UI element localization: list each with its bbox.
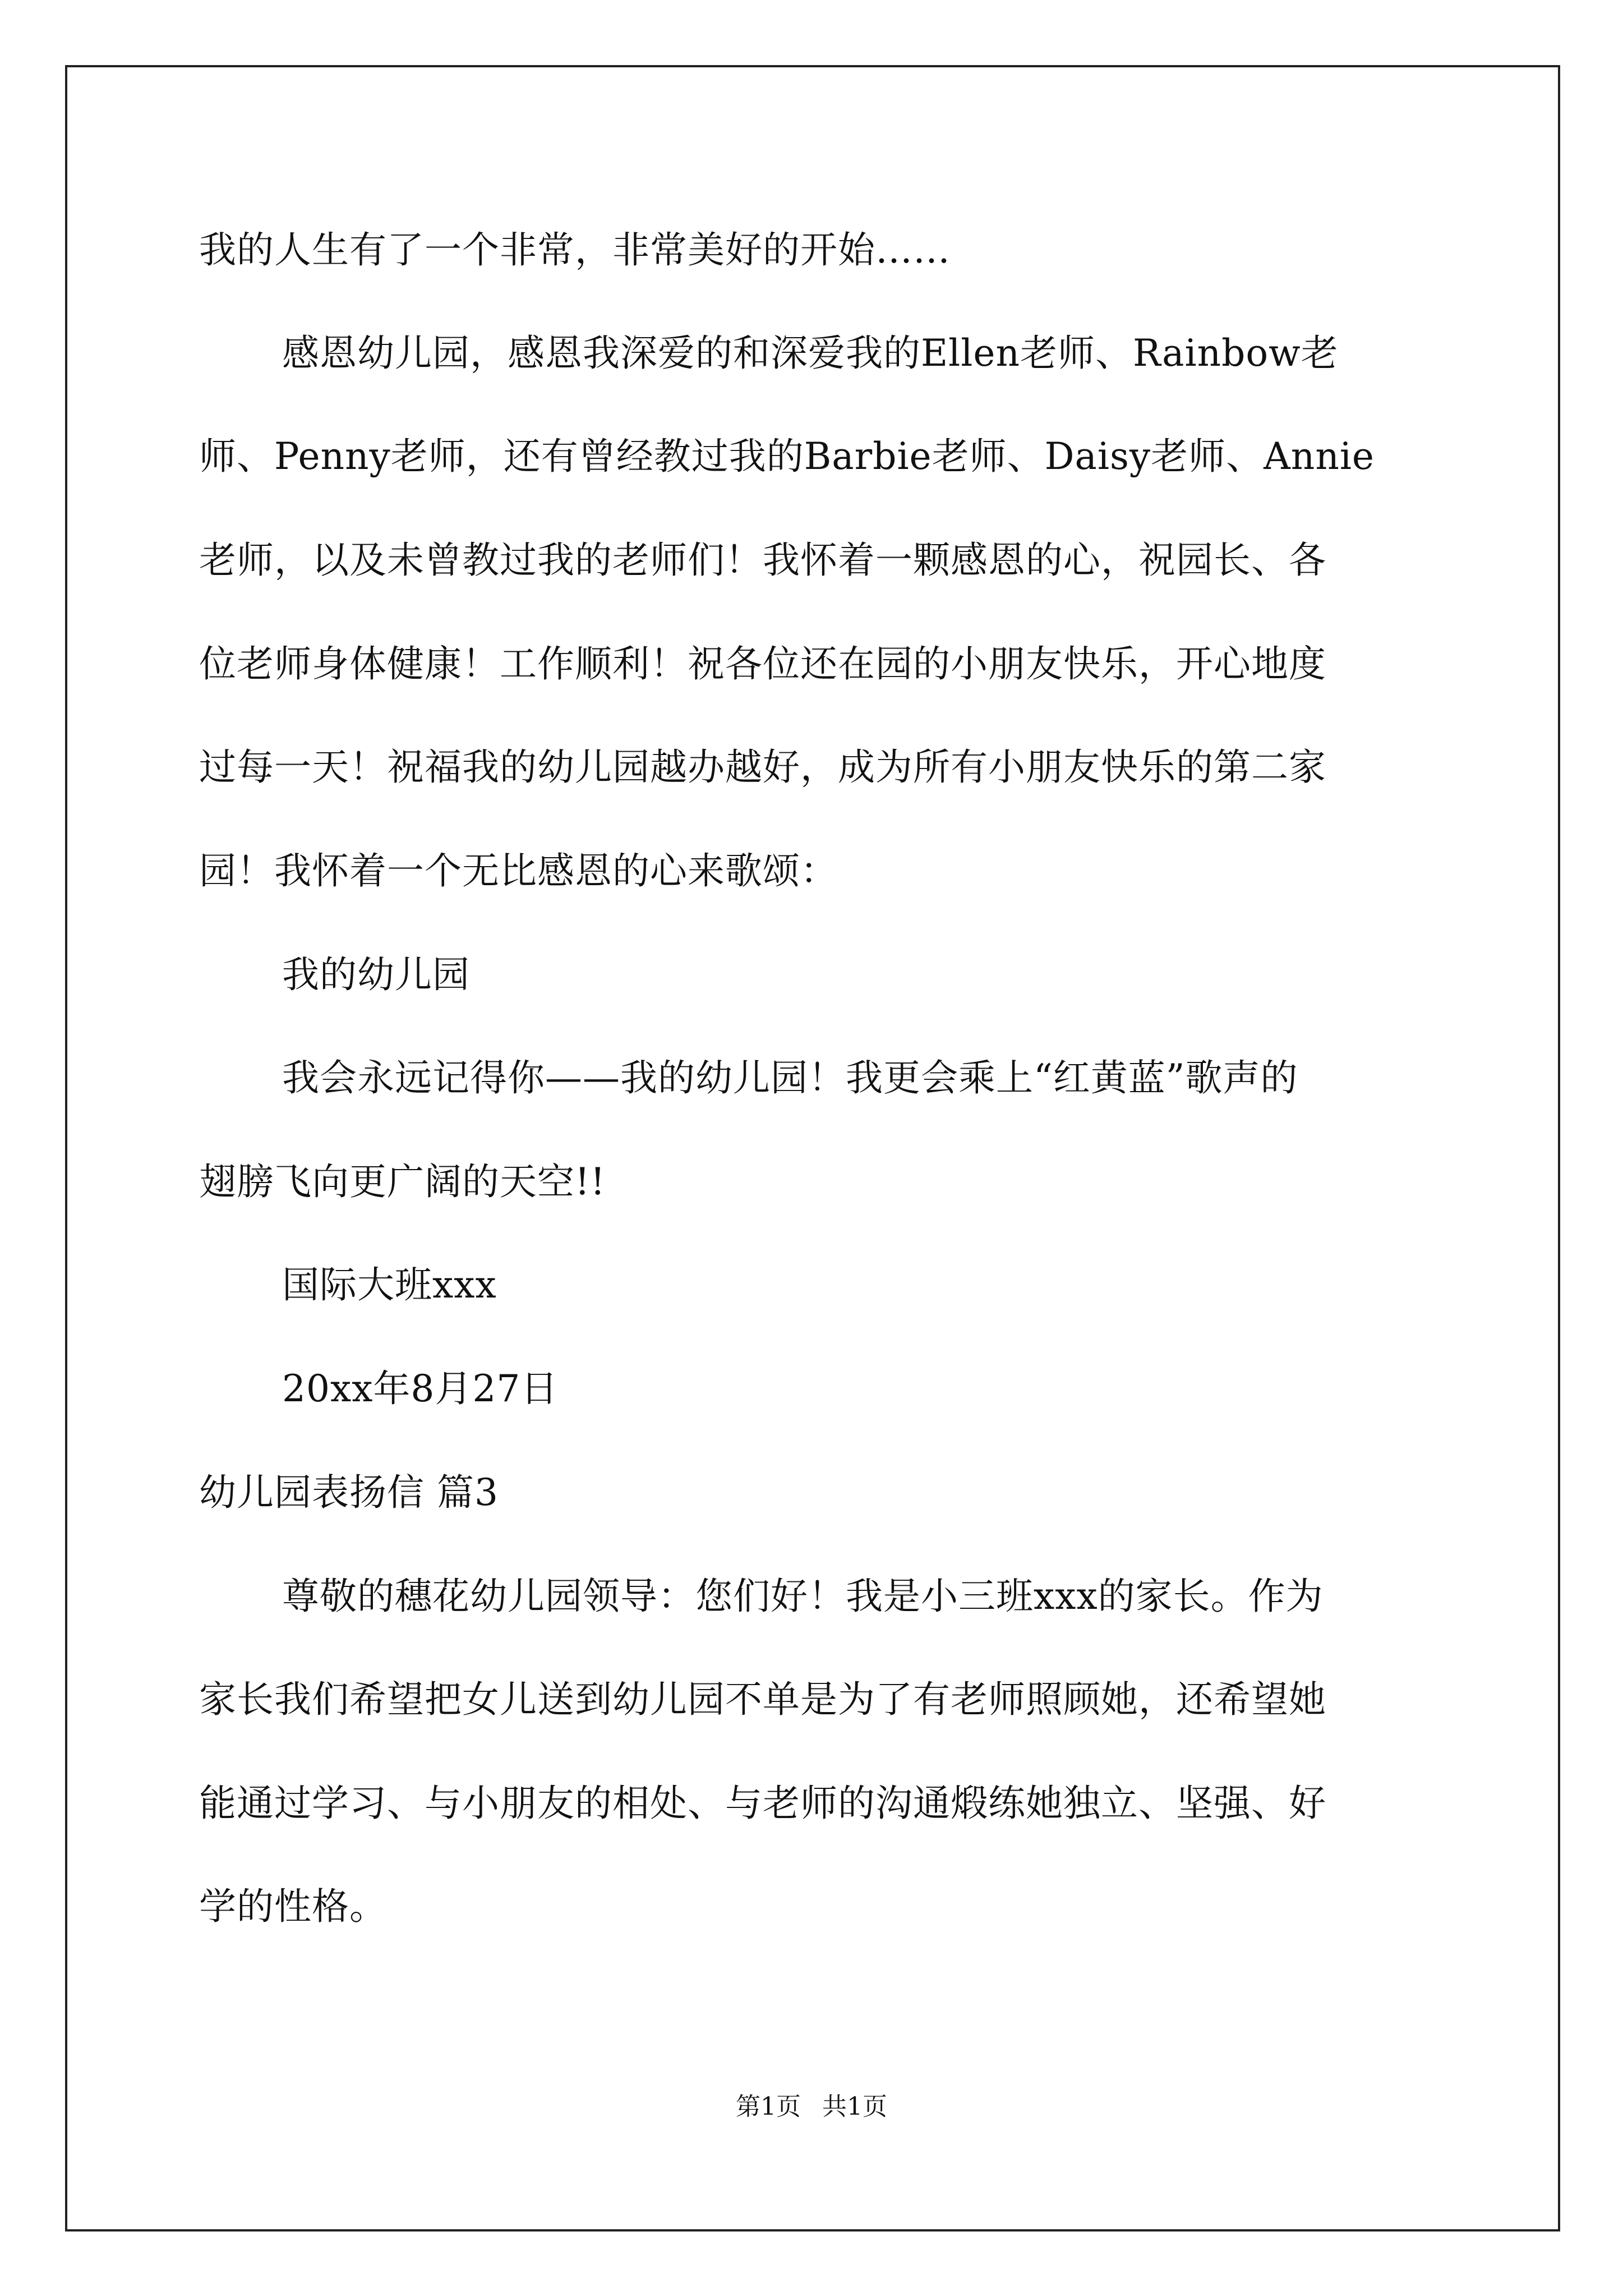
paragraph-start: 我会永远记得你——我的幼儿园！我更会乘上“红黄蓝”歌声的 bbox=[282, 1056, 1298, 1099]
paragraph-start: 尊敬的穗花幼儿园领导：您们好！我是小三班xxx的家长。作为 bbox=[282, 1575, 1324, 1618]
page-count: 共1页 bbox=[822, 2092, 887, 2121]
paragraph-start: 感恩幼儿园，感恩我深爱的和深爱我的Ellen老师、Rainbow老 bbox=[282, 332, 1339, 375]
signature: 国际大班xxx bbox=[282, 1263, 497, 1306]
text-line: 师、Penny老师，还有曾经教过我的Barbie老师、Daisy老师、Annie bbox=[199, 435, 1375, 478]
text-line: 家长我们希望把女儿送到幼儿园不单是为了有老师照顾她，还希望她 bbox=[199, 1678, 1326, 1721]
text-line: 老师，以及未曾教过我的老师们！我怀着一颗感恩的心，祝园长、各 bbox=[199, 539, 1326, 582]
text-line: 能通过学习、与小朋友的相处、与老师的沟通煅练她独立、坚强、好 bbox=[199, 1782, 1326, 1825]
date-line: 20xx年8月27日 bbox=[282, 1367, 559, 1410]
text-line: 我的人生有了一个非常，非常美好的开始…… bbox=[199, 228, 951, 272]
poem-title: 我的幼儿园 bbox=[282, 953, 470, 996]
text-line: 翅膀飞向更广阔的天空!! bbox=[199, 1160, 606, 1203]
text-line: 过每一天！祝福我的幼儿园越办越好，成为所有小朋友快乐的第二家 bbox=[199, 746, 1326, 789]
section-heading: 幼儿园表扬信 篇3 bbox=[199, 1471, 499, 1514]
page-footer bbox=[0, 2090, 1623, 2124]
page-number: 第1页 bbox=[736, 2092, 801, 2121]
text-line: 学的性格。 bbox=[199, 1885, 387, 1928]
text-line: 园！我怀着一个无比感恩的心来歌颂： bbox=[199, 849, 838, 892]
text-line: 位老师身体健康！工作顺利！祝各位还在园的小朋友快乐，开心地度 bbox=[199, 642, 1326, 685]
